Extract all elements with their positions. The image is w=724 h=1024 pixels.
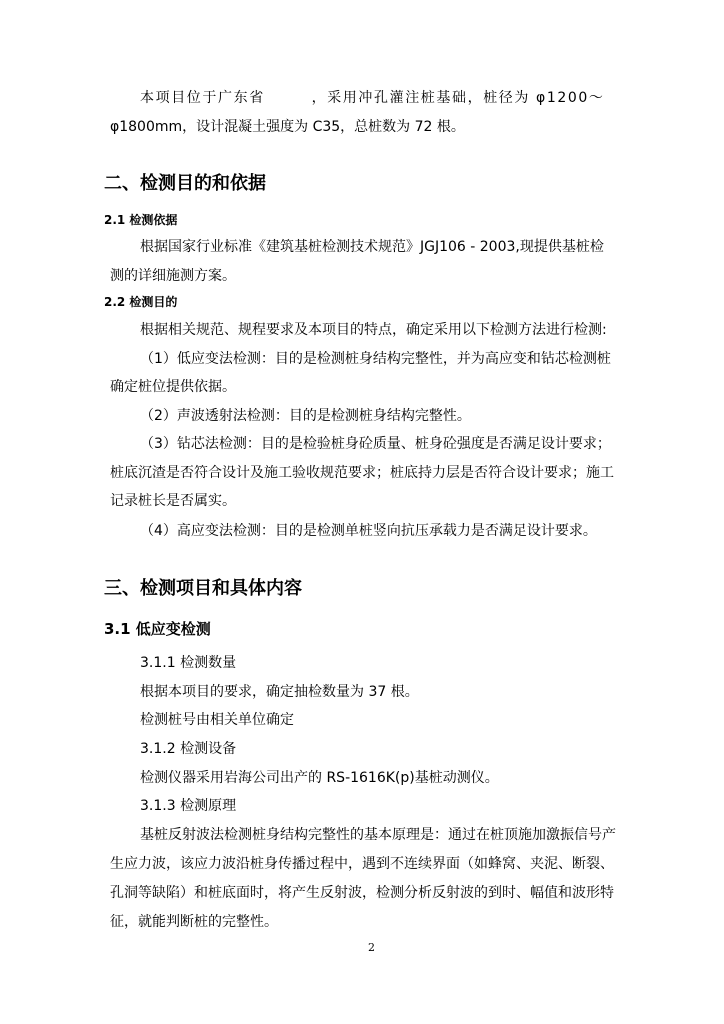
- s313-line-2: 生应力波，该应力波沿桩身传播过程中，遇到不连续界面（如蜂窝、夹泥、断裂、: [110, 856, 614, 872]
- page-number: 2: [368, 941, 375, 954]
- section-2-1-heading: 2.1 检测依据: [104, 213, 178, 227]
- intro-line-1: 本项目位于广东省 ，采用冲孔灌注桩基础，桩径为 φ1200～: [140, 90, 605, 106]
- s21-line-1: 根据国家行业标准《建筑基桩检测技术规范》JGJ106 - 2003,现提供基桩检: [140, 239, 604, 255]
- s311-line-2: 检测桩号由相关单位确定: [140, 712, 294, 728]
- section-2-heading: 二、检测目的和依据: [104, 173, 266, 194]
- intro-line-2: φ1800mm，设计混凝土强度为 C35，总桩数为 72 根。: [110, 119, 465, 135]
- s313-line-1: 基桩反射波法检测桩身结构完整性的基本原理是：通过在桩顶施加激振信号产: [140, 827, 616, 843]
- s313-line-4: 征，就能判断桩的完整性。: [110, 914, 278, 930]
- s22-item-1-line-1: （1）低应变法检测：目的是检测桩身结构完整性，并为高应变和钻芯检测桩: [140, 351, 611, 367]
- s22-item-2: （2）声波透射法检测：目的是检测桩身结构完整性。: [140, 408, 471, 424]
- section-3-1-heading: 3.1 低应变检测: [104, 620, 211, 638]
- s22-item-3-line-2: 桩底沉渣是否符合设计及施工验收规范要求；桩底持力层是否符合设计要求；施工: [110, 465, 614, 481]
- s22-item-1-line-2: 确定桩位提供依据。: [110, 379, 236, 395]
- s313-line-3: 孔洞等缺陷）和桩底面时，将产生反射波，检测分析反射波的到时、幅值和波形特: [110, 885, 614, 901]
- s311-line-1: 根据本项目的要求，确定抽检数量为 37 根。: [140, 684, 419, 700]
- s312-heading: 3.1.2 检测设备: [140, 741, 237, 757]
- s22-item-3-line-3: 记录桩长是否属实。: [110, 493, 236, 509]
- section-2-2-heading: 2.2 检测目的: [104, 295, 178, 309]
- s312-line-1: 检测仪器采用岩海公司出产的 RS-1616K(p)基桩动测仪。: [140, 770, 499, 786]
- section-3-heading: 三、检测项目和具体内容: [104, 578, 302, 599]
- s313-heading: 3.1.3 检测原理: [140, 798, 237, 814]
- s22-intro: 根据相关规范、规程要求及本项目的特点，确定采用以下检测方法进行检测:: [140, 322, 607, 338]
- s22-item-3-line-1: （3）钻芯法检测：目的是检验桩身砼质量、桩身砼强度是否满足设计要求；: [140, 436, 611, 452]
- s21-line-2: 测的详细施测方案。: [110, 268, 236, 284]
- s311-heading: 3.1.1 检测数量: [140, 655, 237, 671]
- s22-item-4: （4）高应变法检测：目的是检测单桩竖向抗压承载力是否满足设计要求。: [140, 523, 597, 539]
